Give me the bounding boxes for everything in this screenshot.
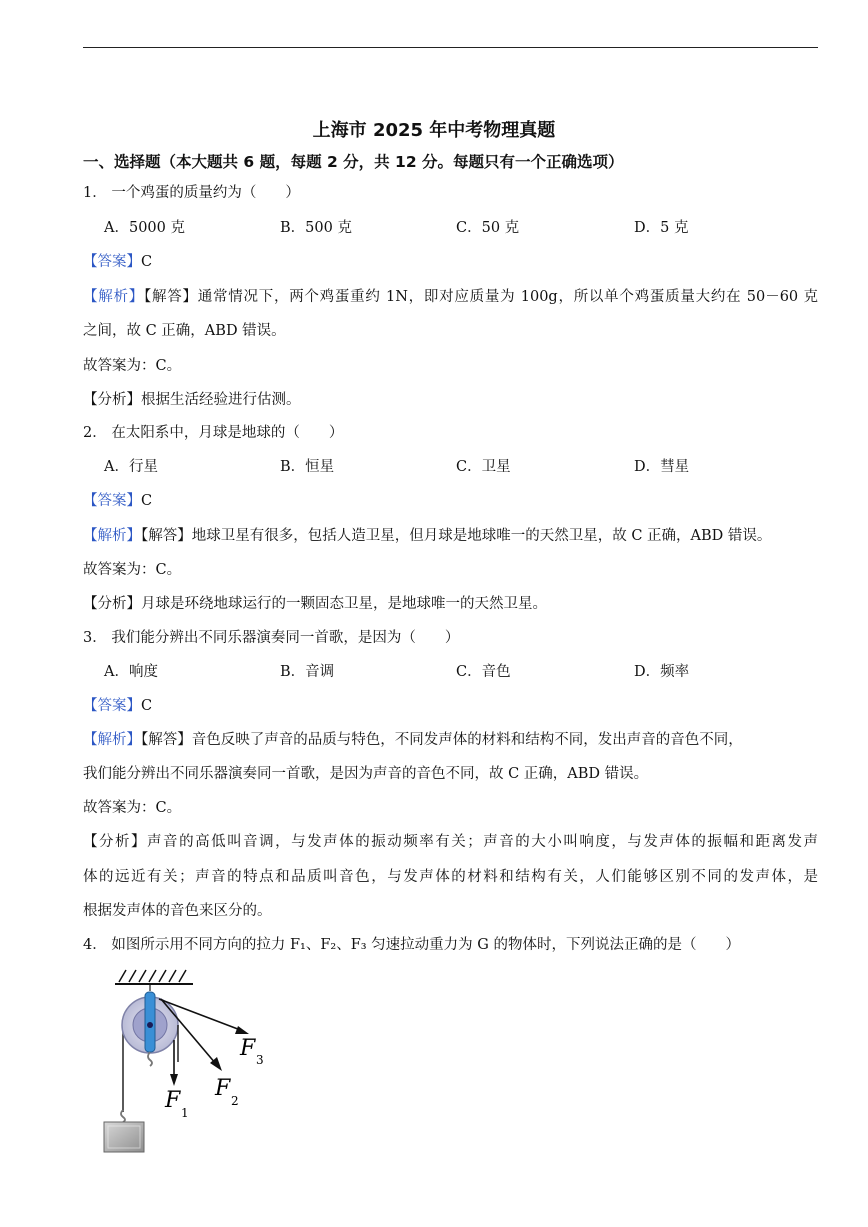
q2-option-b: B．恒星 [280, 459, 335, 475]
q3-jiexi-text-1: 音色反映了声音的品质与特色，不同发声体的材料和结构不同，发出声音的音色不同， [191, 732, 743, 748]
label-f3: F [240, 1036, 256, 1061]
pulley-axle [147, 1022, 153, 1028]
analysis-tag: 【解析】 [83, 732, 141, 748]
q2-option-d: D．彗星 [634, 459, 690, 475]
label-f2: F [215, 1076, 231, 1101]
q2-stem: 2． 在太阳系中，月球是地球的（ ） [83, 425, 344, 441]
q1-jiexi-line-2: 之间，故 C 正确，ABD 错误。 [83, 323, 286, 339]
q1-option-b: B．500 克 [280, 220, 352, 236]
fenxi-tag: 【分析】 [83, 834, 148, 850]
q3-option-d: D．频率 [634, 664, 690, 680]
q2-fenxi-text: 月球是环绕地球运行的一颗固态卫星，是地球唯一的天然卫星。 [141, 596, 547, 612]
ceiling-hatch [115, 970, 193, 984]
label-f3-sub: 3 [256, 1053, 264, 1067]
q3-fenxi-line-3: 根据发声体的音色来区分的。 [83, 903, 272, 919]
q2-jiexi-line-1 [83, 524, 771, 545]
answer-tag: 【答案】 [83, 698, 141, 714]
q3-stem: 3． 我们能分辨出不同乐器演奏同一首歌，是因为（ ） [83, 630, 460, 646]
q1-answer-value: C [141, 254, 153, 270]
q3-option-b: B．音调 [280, 664, 335, 680]
fenxi-tag: 【分析】 [83, 392, 141, 408]
q1-option-d: D．5 克 [634, 220, 689, 236]
analysis-tag: 【解析】 [83, 289, 144, 305]
q2-jiexi-text-1: 地球卫星有很多，包括人造卫星，但月球是地球唯一的天然卫星，故 C 正确，ABD 错误。 [191, 528, 772, 544]
q3-jiexi-line-2: 我们能分辨出不同乐器演奏同一首歌，是因为声音的音色不同，故 C 正确，ABD 错误。 [83, 766, 649, 782]
q3-option-a: A．响度 [104, 664, 158, 680]
q1-stem: 1． 一个鸡蛋的质量约为（ ） [83, 185, 300, 201]
q1-answer [83, 250, 152, 271]
q2-option-c: C．卫星 [456, 459, 511, 475]
q3-answer-value: C [141, 698, 153, 714]
q1-jiexi-line-1 [83, 285, 818, 306]
solve-tag: 【解答】 [141, 528, 192, 544]
q1-option-a: A．5000 克 [104, 220, 185, 236]
q1-final: 故答案为：C。 [83, 358, 182, 374]
q3-answer [83, 694, 152, 715]
q1-jiexi-text-1: 通常情况下，两个鸡蛋重约 1N，即对应质量为 100g，所以单个鸡蛋质量大约在 50－60 克 [197, 289, 818, 305]
solve-tag: 【解答】 [143, 289, 198, 305]
label-f1: F [165, 1088, 181, 1113]
q3-fenxi-text-1: 声音的高低叫音调，与发声体的振动频率有关；声音的大小叫响度，与发声体的振幅和距离发声 [147, 834, 818, 850]
q3-option-c: C．音色 [456, 664, 511, 680]
answer-tag: 【答案】 [83, 254, 141, 270]
q1-fenxi [83, 388, 301, 409]
q2-answer-value: C [141, 493, 153, 509]
pulley-figure [95, 962, 295, 1157]
fenxi-tag: 【分析】 [83, 596, 141, 612]
q3-final: 故答案为：C。 [83, 800, 182, 816]
section-heading: 一、选择题（本大题共 6 题，每题 2 分，共 12 分。每题只有一个正确选项） [83, 153, 624, 171]
q2-final: 故答案为：C。 [83, 562, 182, 578]
q2-option-a: A．行星 [104, 459, 158, 475]
label-f1-sub: 1 [181, 1106, 189, 1120]
solve-tag: 【解答】 [141, 732, 192, 748]
q1-option-c: C．50 克 [456, 220, 520, 236]
analysis-tag: 【解析】 [83, 528, 141, 544]
q4-stem: 4． 如图所示用不同方向的拉力 F₁、F₂、F₃ 匀速拉动重力为 G 的物体时，下列说法正确的是（ ） [83, 937, 740, 953]
force-arrow-f1 [170, 1040, 178, 1086]
q3-jiexi-line-1 [83, 728, 743, 749]
q2-fenxi [83, 592, 547, 613]
bottom-hook [148, 1052, 152, 1066]
q3-fenxi-line-1 [83, 830, 818, 851]
answer-tag: 【答案】 [83, 493, 141, 509]
page-title: 上海市 2025 年中考物理真题 [312, 120, 556, 141]
header-rule [83, 47, 818, 48]
q2-answer [83, 489, 152, 510]
q3-fenxi-line-2: 体的远近有关；声音的特点和品质叫音色，与发声体的材料和结构有关，人们能够区别不同的发声体，是 [83, 869, 818, 885]
label-f2-sub: 2 [231, 1094, 239, 1108]
q1-fenxi-text: 根据生活经验进行估测。 [141, 392, 301, 408]
